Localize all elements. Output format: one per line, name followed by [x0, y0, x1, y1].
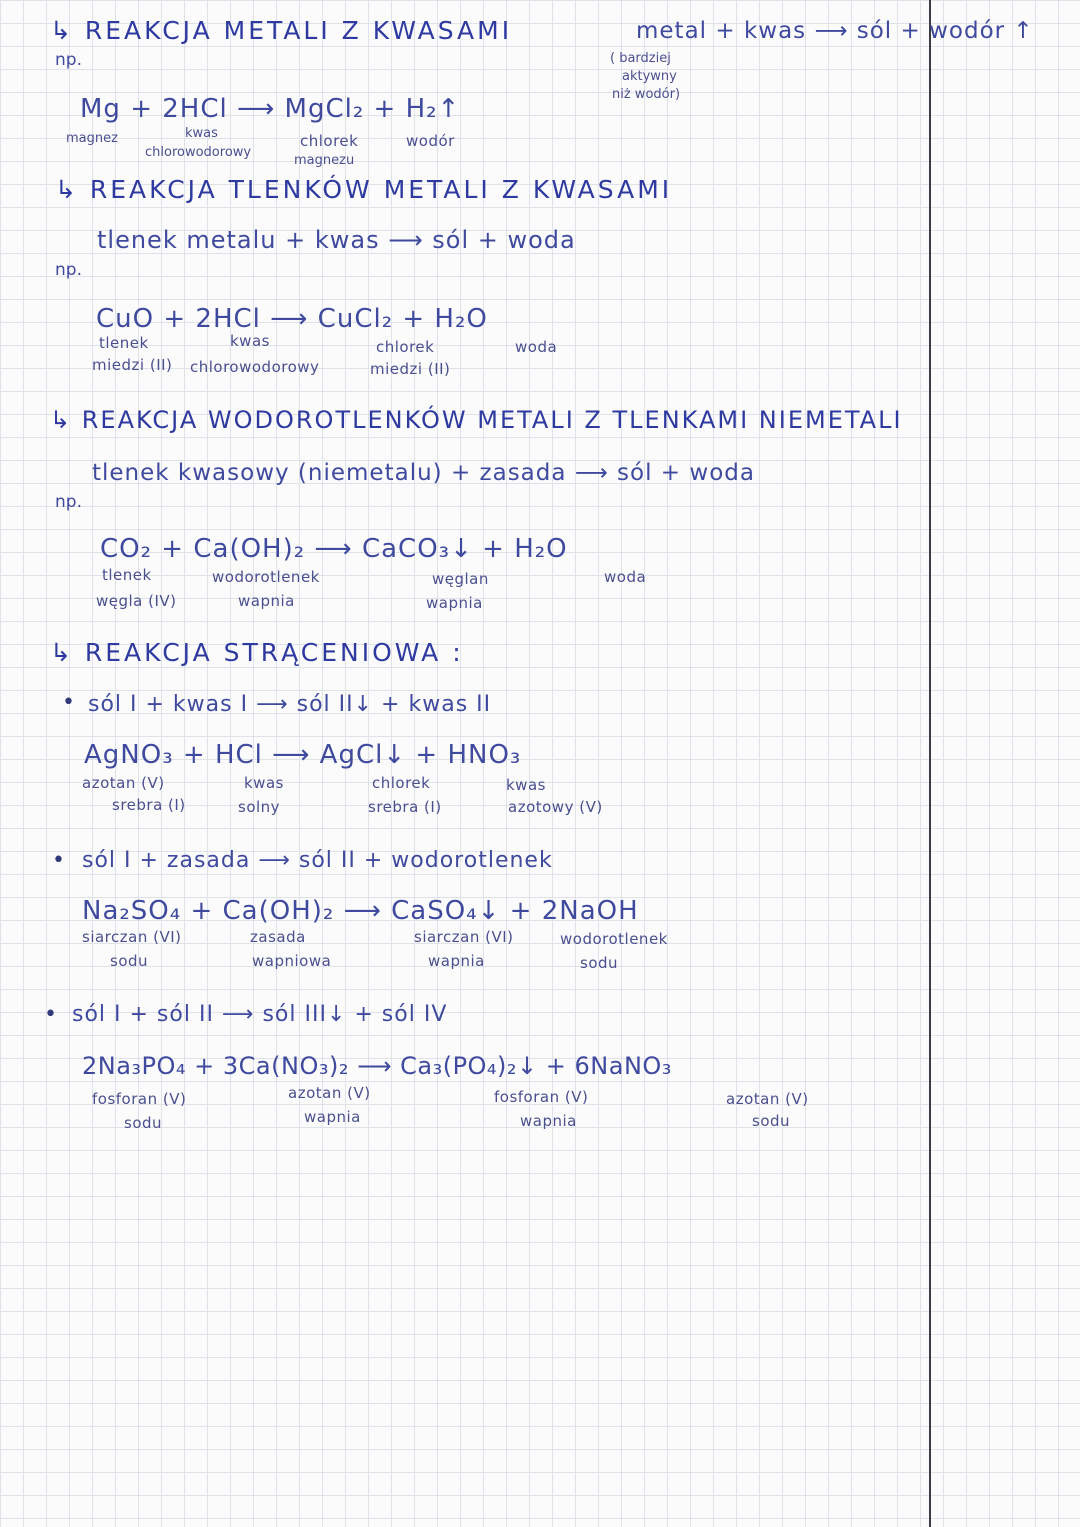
compound-name: wapnia	[304, 1108, 361, 1126]
compound-name: azotan (V)	[82, 774, 165, 792]
compound-name: woda	[604, 568, 647, 586]
equation-co2-caoh2: CO₂ + Ca(OH)₂ ⟶ CaCO₃↓ + H₂O	[100, 534, 568, 564]
compound-name: wodór	[406, 132, 455, 150]
compound-name: sodu	[124, 1114, 163, 1132]
compound-name: srebra (I)	[368, 798, 442, 816]
compound-name: węglan	[432, 570, 489, 588]
rule-salt-acid: sól I + kwas I ⟶ sól II↓ + kwas II	[88, 692, 492, 717]
compound-name: azotan (V)	[726, 1090, 809, 1108]
section-title-precipitation: ↳ REAKCJA STRĄCENIOWA :	[50, 638, 464, 667]
compound-name: magnezu	[294, 153, 355, 168]
section-title-hydroxides-oxides: ↳ REAKCJA WODOROTLENKÓW METALI Z TLENKAMI NIEMETALI	[50, 406, 903, 434]
compound-name: tlenek	[102, 566, 152, 584]
equation-na2so4-caoh2: Na₂SO₄ + Ca(OH)₂ ⟶ CaSO₄↓ + 2NaOH	[82, 896, 639, 926]
equation-cuo-hcl: CuO + 2HCl ⟶ CuCl₂ + H₂O	[96, 304, 488, 334]
compound-name: azotowy (V)	[508, 798, 603, 816]
rule-oxide-acid: tlenek metalu + kwas ⟶ sól + woda	[97, 226, 576, 254]
compound-name: wapnia	[428, 952, 485, 970]
example-label: np.	[55, 492, 82, 512]
note-line: aktywny	[622, 69, 677, 84]
section-title-metals-acids: ↳ REAKCJA METALI Z KWASAMI	[50, 16, 513, 45]
compound-name: wapnia	[520, 1112, 577, 1130]
compound-name: wapnia	[426, 594, 483, 612]
compound-name: miedzi (II)	[370, 360, 451, 378]
compound-name: zasada	[250, 928, 306, 946]
compound-name: siarczan (VI)	[414, 928, 514, 946]
compound-name: sodu	[752, 1112, 791, 1130]
compound-name: wodorotlenek	[560, 930, 668, 948]
compound-name: chlorowodorowy	[190, 358, 320, 376]
bullet: •	[62, 690, 75, 715]
example-label: np.	[55, 260, 82, 280]
compound-name: wapnia	[238, 592, 295, 610]
rule-salt-salt: sól I + sól II ⟶ sól III↓ + sól IV	[72, 1002, 448, 1027]
compound-name: srebra (I)	[112, 796, 186, 814]
compound-name: azotan (V)	[288, 1084, 371, 1102]
compound-name: chlorowodorowy	[145, 145, 252, 160]
notebook-margin-line	[929, 0, 931, 1527]
compound-name: sodu	[110, 952, 149, 970]
note-line: niż wodór)	[612, 87, 681, 102]
bullet: •	[52, 848, 65, 873]
rule-oxide-base: tlenek kwasowy (niemetalu) + zasada ⟶ sól + woda	[92, 460, 755, 486]
equation-mg-hcl: Mg + 2HCl ⟶ MgCl₂ + H₂↑	[80, 94, 461, 124]
compound-name: miedzi (II)	[92, 356, 173, 374]
note-line: ( bardziej	[610, 51, 671, 66]
compound-name: magnez	[66, 131, 118, 146]
compound-name: siarczan (VI)	[82, 928, 182, 946]
compound-name: tlenek	[99, 334, 149, 352]
compound-name: kwas	[506, 776, 546, 794]
compound-name: kwas	[230, 332, 270, 350]
compound-name: chlorek	[372, 774, 431, 792]
bullet: •	[44, 1002, 57, 1027]
compound-name: kwas	[185, 126, 218, 141]
equation-agno3-hcl: AgNO₃ + HCl ⟶ AgCl↓ + HNO₃	[84, 740, 522, 770]
compound-name: wapniowa	[252, 952, 332, 970]
compound-name: fosforan (V)	[494, 1088, 589, 1106]
compound-name: wodorotlenek	[212, 568, 320, 586]
equation-na3po4-cano32: 2Na₃PO₄ + 3Ca(NO₃)₂ ⟶ Ca₃(PO₄)₂↓ + 6NaNO₃	[82, 1052, 672, 1080]
example-label: np.	[55, 50, 82, 70]
compound-name: chlorek	[300, 132, 359, 150]
rule-metal-acid: metal + kwas ⟶ sól + wodór ↑	[636, 18, 1034, 44]
compound-name: solny	[238, 798, 281, 816]
compound-name: sodu	[580, 954, 619, 972]
section-title-oxides-acids: ↳ REAKCJA TLENKÓW METALI Z KWASAMI	[55, 175, 673, 204]
compound-name: woda	[515, 338, 558, 356]
compound-name: chlorek	[376, 338, 435, 356]
compound-name: fosforan (V)	[92, 1090, 187, 1108]
compound-name: węgla (IV)	[96, 592, 177, 610]
compound-name: kwas	[244, 774, 284, 792]
rule-salt-base: sól I + zasada ⟶ sól II + wodorotlenek	[82, 848, 553, 873]
